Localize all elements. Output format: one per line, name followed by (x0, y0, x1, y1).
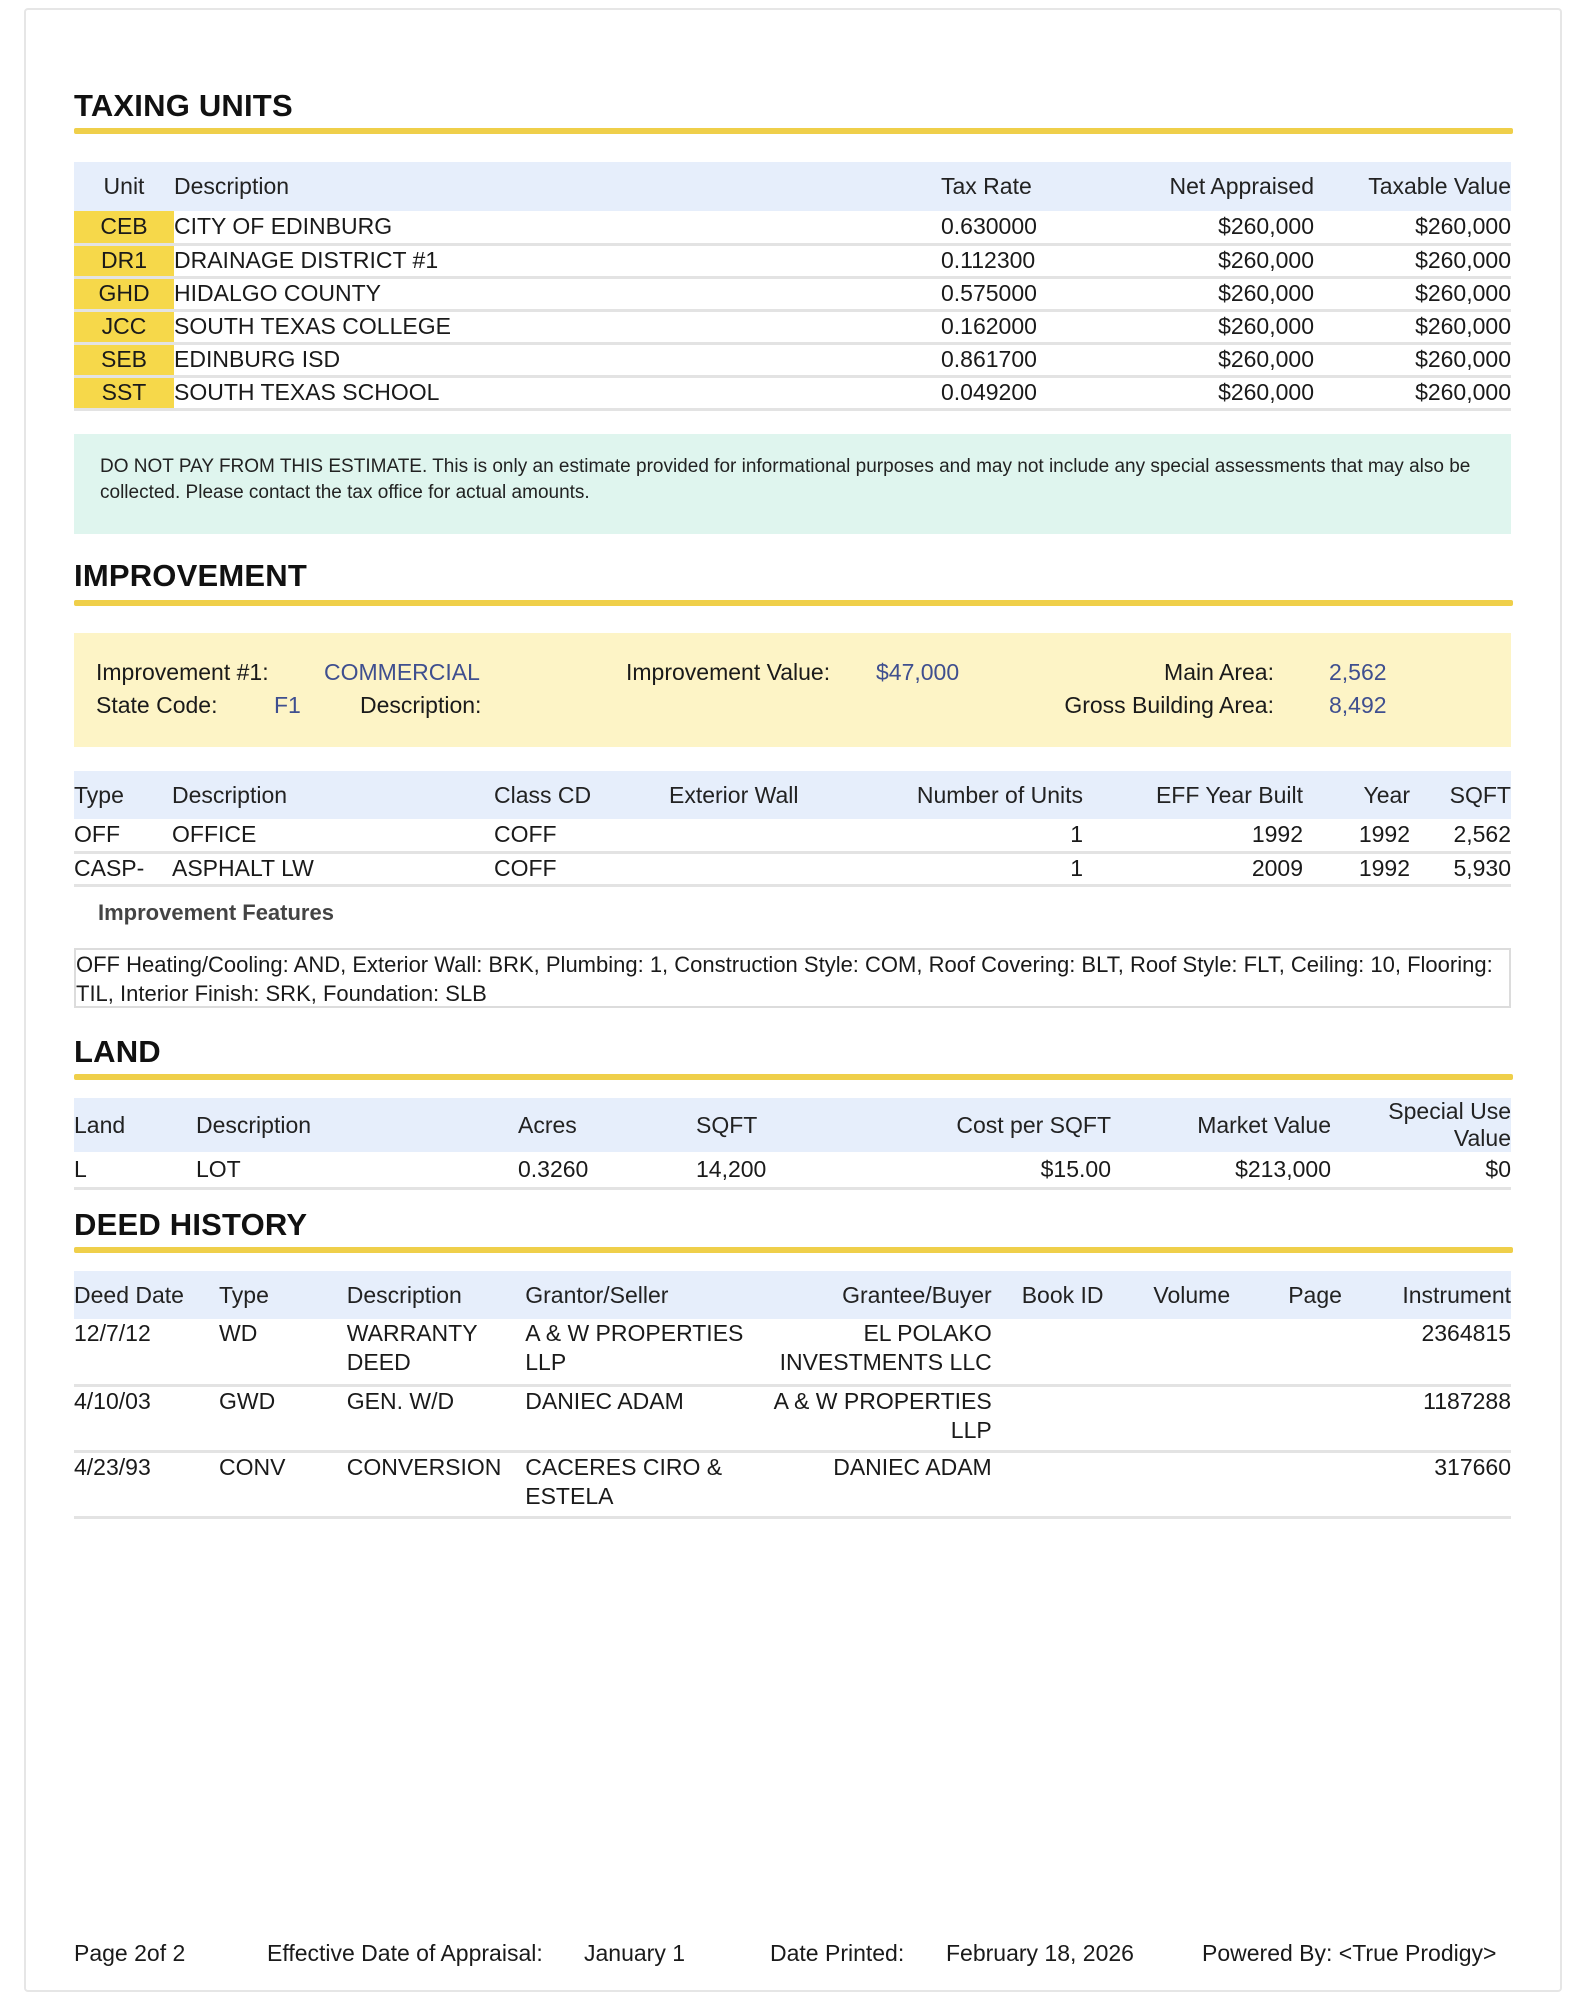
estimate-notice: DO NOT PAY FROM THIS ESTIMATE. This is only an estimate provided for informational purposes and may not include any special assessments that may also be collected. Please contact the tax office for actual amounts. (74, 434, 1511, 534)
deed-date: 4/10/03 (74, 1385, 219, 1451)
table-row (74, 343, 1511, 376)
table-header-row (74, 1098, 1511, 1152)
section-title-deed-history: DEED HISTORY (74, 1207, 308, 1242)
grantor-seller: DANIEC ADAM (525, 1385, 758, 1451)
acres: 0.3260 (518, 1152, 696, 1188)
section-rule (74, 1247, 1513, 1253)
sqft: 2,562 (1410, 819, 1511, 852)
table-row (74, 244, 1511, 277)
land-sqft: 14,200 (696, 1152, 816, 1188)
col-header: Class CD (494, 771, 669, 819)
section-rule (74, 600, 1513, 606)
taxing-units-table (74, 162, 1511, 411)
unit-code: JCC (74, 310, 174, 343)
col-header: Type (74, 771, 172, 819)
deed-type: WD (219, 1319, 347, 1385)
effective-date-label: Effective Date of Appraisal: (267, 1940, 543, 1966)
taxable-value: $260,000 (1314, 376, 1511, 409)
unit-code: DR1 (74, 244, 174, 277)
special-use-value: $0 (1331, 1152, 1511, 1188)
col-header: Tax Rate (864, 162, 1064, 211)
main-area-value: 2,562 (1329, 659, 1387, 685)
net-appraised: $260,000 (1064, 376, 1314, 409)
unit-code: CEB (74, 211, 174, 244)
powered-by: Powered By: <True Prodigy> (1202, 1940, 1497, 1966)
tax-rate: 0.049200 (864, 376, 1064, 409)
grantor-seller: A & W PROPERTIES LLP (525, 1319, 758, 1385)
taxable-value: $260,000 (1314, 211, 1511, 244)
unit-description: CITY OF EDINBURG (174, 211, 864, 244)
exterior-wall (669, 852, 876, 885)
grantor-seller: CACERES CIRO & ESTELA (525, 1451, 758, 1517)
col-header: Description (196, 1098, 518, 1152)
improvement-label: Improvement #1: (96, 659, 269, 685)
table-row (74, 1319, 1511, 1385)
col-header: Type (219, 1271, 347, 1319)
unit-description: EDINBURG ISD (174, 343, 864, 376)
unit-description: HIDALGO COUNTY (174, 277, 864, 310)
unit-description: SOUTH TEXAS SCHOOL (174, 376, 864, 409)
col-header: Cost per SQFT (816, 1098, 1111, 1152)
tax-rate: 0.861700 (864, 343, 1064, 376)
tax-rate: 0.630000 (864, 211, 1064, 244)
table-row (74, 1385, 1511, 1451)
tax-rate: 0.575000 (864, 277, 1064, 310)
instrument: 317660 (1355, 1451, 1511, 1517)
instrument: 2364815 (1355, 1319, 1511, 1385)
table-row (74, 852, 1511, 885)
land-description: LOT (196, 1152, 518, 1188)
table-row (74, 310, 1511, 343)
deed-type: CONV (219, 1451, 347, 1517)
deed-description: CONVERSION (347, 1451, 525, 1517)
unit-code: SEB (74, 343, 174, 376)
net-appraised: $260,000 (1064, 244, 1314, 277)
class-cd: COFF (494, 819, 669, 852)
deed-page (1243, 1319, 1355, 1385)
deed-history-table (74, 1271, 1511, 1519)
volume (1113, 1385, 1243, 1451)
improvement-value: $47,000 (876, 659, 960, 685)
table-row (74, 211, 1511, 244)
col-header: Net Appraised (1064, 162, 1314, 211)
col-header: Grantor/Seller (525, 1271, 758, 1319)
grantee-buyer: A & W PROPERTIES LLP (758, 1385, 991, 1451)
eff-year-built: 2009 (1083, 852, 1303, 885)
taxable-value: $260,000 (1314, 244, 1511, 277)
book-id (992, 1451, 1114, 1517)
col-header: Year (1303, 771, 1410, 819)
book-id (992, 1385, 1114, 1451)
taxable-value: $260,000 (1314, 310, 1511, 343)
volume (1113, 1451, 1243, 1517)
improvement-description: OFFICE (172, 819, 494, 852)
improvement-table (74, 771, 1511, 887)
description-label: Description: (360, 692, 482, 718)
date-printed-value: February 18, 2026 (946, 1940, 1134, 1966)
col-header: SQFT (1410, 771, 1511, 819)
date-printed-label: Date Printed: (770, 1940, 905, 1966)
table-header-row (74, 771, 1511, 819)
sqft: 5,930 (1410, 852, 1511, 885)
section-title-taxing-units: TAXING UNITS (74, 88, 293, 123)
year-built: 1992 (1303, 819, 1410, 852)
improvement-summary (74, 633, 1511, 747)
unit-code: SST (74, 376, 174, 409)
net-appraised: $260,000 (1064, 211, 1314, 244)
effective-date-value: January 1 (584, 1940, 686, 1966)
col-header: Acres (518, 1098, 696, 1152)
deed-description: WARRANTY DEED (347, 1319, 525, 1385)
gross-building-area-value: 8,492 (1329, 692, 1387, 718)
improvement-type: OFF (74, 819, 172, 852)
gross-building-area-label: Gross Building Area: (1064, 692, 1274, 718)
unit-code: GHD (74, 277, 174, 310)
improvement-type: CASP- (74, 852, 172, 885)
col-header: Volume (1113, 1271, 1243, 1319)
section-rule (74, 128, 1513, 134)
unit-description: DRAINAGE DISTRICT #1 (174, 244, 864, 277)
exterior-wall (669, 819, 876, 852)
deed-date: 4/23/93 (74, 1451, 219, 1517)
table-header-row (74, 162, 1511, 211)
col-header: Market Value (1111, 1098, 1331, 1152)
deed-page (1243, 1451, 1355, 1517)
col-header: Land (74, 1098, 196, 1152)
section-title-improvement: IMPROVEMENT (74, 558, 307, 593)
land-table (74, 1098, 1511, 1190)
class-cd: COFF (494, 852, 669, 885)
table-row (74, 819, 1511, 852)
improvement-features-label: Improvement Features (98, 900, 334, 925)
land-code: L (74, 1152, 196, 1188)
net-appraised: $260,000 (1064, 343, 1314, 376)
improvement-description: ASPHALT LW (172, 852, 494, 885)
state-code-label: State Code: (96, 692, 218, 718)
taxable-value: $260,000 (1314, 343, 1511, 376)
cost-per-sqft: $15.00 (816, 1152, 1111, 1188)
volume (1113, 1319, 1243, 1385)
grantee-buyer: DANIEC ADAM (758, 1451, 991, 1517)
improvement-features-text: OFF Heating/Cooling: AND, Exterior Wall: BRK, Plumbing: 1, Construction Style: COM, Roof Covering: BLT, Roof Style: FLT, Ceiling: 10, Flooring: TIL, Interior Finish: SRK, Foundation: SLB (74, 948, 1511, 1008)
market-value: $213,000 (1111, 1152, 1331, 1188)
col-header: Grantee/Buyer (758, 1271, 991, 1319)
year-built: 1992 (1303, 852, 1410, 885)
col-header: Exterior Wall (669, 771, 876, 819)
unit-description: SOUTH TEXAS COLLEGE (174, 310, 864, 343)
table-header-row (74, 1271, 1511, 1319)
deed-date: 12/7/12 (74, 1319, 219, 1385)
deed-type: GWD (219, 1385, 347, 1451)
improvement-type-value: COMMERCIAL (324, 659, 480, 685)
table-row (74, 1451, 1511, 1517)
net-appraised: $260,000 (1064, 277, 1314, 310)
col-header: Description (172, 771, 494, 819)
table-row (74, 1152, 1511, 1188)
book-id (992, 1319, 1114, 1385)
col-header: Unit (74, 162, 174, 211)
table-row (74, 376, 1511, 409)
table-row (74, 277, 1511, 310)
col-header: Description (174, 162, 864, 211)
grantee-buyer: EL POLAKO INVESTMENTS LLC (758, 1319, 991, 1385)
improvement-value-label: Improvement Value: (626, 659, 831, 685)
tax-rate: 0.112300 (864, 244, 1064, 277)
section-title-land: LAND (74, 1034, 161, 1069)
deed-page (1243, 1385, 1355, 1451)
col-header: Instrument (1355, 1271, 1511, 1319)
tax-rate: 0.162000 (864, 310, 1064, 343)
col-header: Book ID (992, 1271, 1114, 1319)
col-header: SQFT (696, 1098, 816, 1152)
deed-description: GEN. W/D (347, 1385, 525, 1451)
state-code-value: F1 (274, 692, 301, 718)
col-header: Special Use Value (1331, 1098, 1511, 1152)
col-header: Taxable Value (1314, 162, 1511, 211)
taxable-value: $260,000 (1314, 277, 1511, 310)
col-header: Page (1243, 1271, 1355, 1319)
col-header: Deed Date (74, 1271, 219, 1319)
col-header: EFF Year Built (1083, 771, 1303, 819)
col-header: Description (347, 1271, 525, 1319)
number-of-units: 1 (876, 852, 1083, 885)
section-rule (74, 1074, 1513, 1080)
page-number: Page 2of 2 (74, 1940, 186, 1966)
number-of-units: 1 (876, 819, 1083, 852)
instrument: 1187288 (1355, 1385, 1511, 1451)
col-header: Number of Units (876, 771, 1083, 819)
net-appraised: $260,000 (1064, 310, 1314, 343)
eff-year-built: 1992 (1083, 819, 1303, 852)
main-area-label: Main Area: (1164, 659, 1274, 685)
